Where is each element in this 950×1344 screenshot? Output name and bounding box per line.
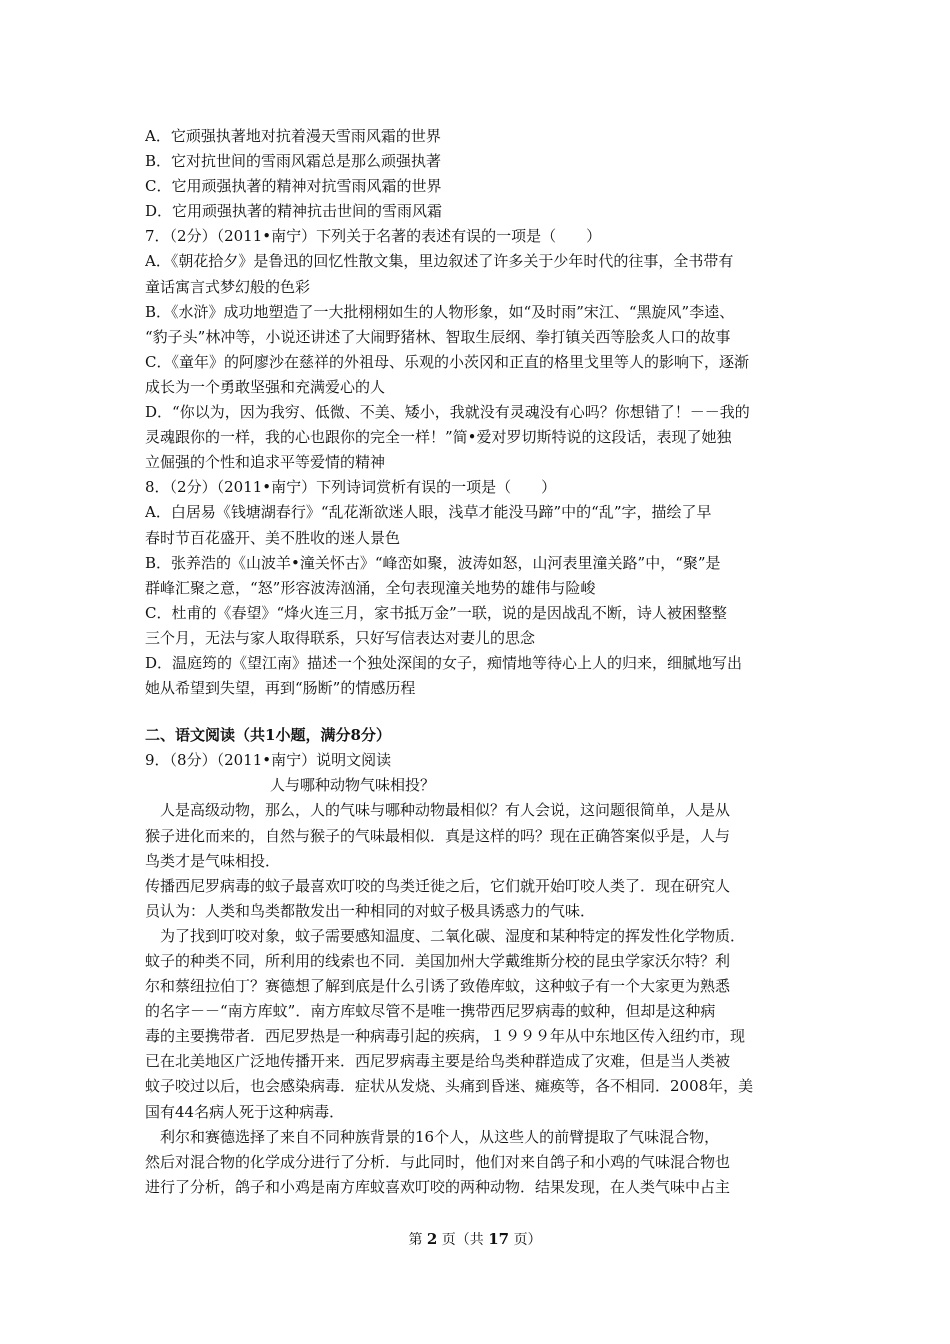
paragraph-4-line: 进行了分析，鸽子和小鸡是南方库蚊喜欢叮咬的两种动物．结果发现，在人类气味中占主 xyxy=(145,1177,731,1196)
q8-option-c-line1: C．杜甫的《春望》“烽火连三月，家书抵万金”一联，说的是因战乱不断，诗人被困整整 xyxy=(145,603,727,622)
q8-option-d-line2: 她从希望到失望，再到“肠断”的情感历程 xyxy=(145,679,416,698)
question-7: 7．（2分）（2011•南宁）下列关于名著的表述有误的一项是（ ） xyxy=(145,227,602,246)
paragraph-2-line: 员认为：人类和鸟类都散发出一种相同的对蚊子极具诱惑力的气味． xyxy=(145,901,596,920)
question-8: 8．（2分）（2011•南宁）下列诗词赏析有误的一项是（ ） xyxy=(145,478,557,497)
q8-option-b-line1: B．张养浩的《山波羊•潼关怀古》“峰峦如聚，波涛如怒，山河表里潼关路”中，“聚”是 xyxy=(145,553,721,572)
footer-prefix: 第 xyxy=(408,1232,423,1248)
paragraph-1-line: 鸟类才是气味相投． xyxy=(145,851,281,870)
page-content xyxy=(145,124,825,1200)
paragraph-3-line: 为了找到叮咬对象，蚊子需要感知温度、二氧化碳、湿度和某种特定的挥发性化学物质． xyxy=(160,926,746,945)
paragraph-1-line: 猴子进化而来的，自然与猴子的气味最相似．真是这样的吗？现在正确答案似乎是，人与 xyxy=(145,826,731,845)
option-d: D．它用顽强执著的精神抗击世间的雪雨风霜 xyxy=(145,202,443,221)
paragraph-4-line: 然后对混合物的化学成分进行了分析．与此同时，他们对来自鸽子和小鸡的气味混合物也 xyxy=(145,1152,731,1171)
paragraph-3-line: 的名字－－“南方库蚊”．南方库蚊尽管不是唯一携带西尼罗病毒的蚊种，但却是这种病 xyxy=(145,1002,716,1021)
option-a: A．它顽强执著地对抗着漫天雪雨风霜的世界 xyxy=(145,127,441,145)
paragraph-3-line: 毒的主要携带者．西尼罗热是一种病毒引起的疾病，１９９９年从中东地区传入纽约市，现 xyxy=(145,1027,746,1046)
option-b: B．它对抗世间的雪雨风霜总是那么顽强执著 xyxy=(145,152,442,171)
q8-option-c-line2: 三个月，无法与家人取得联系，只好写信表达对妻儿的思念 xyxy=(145,628,536,647)
question-9: 9．（8分）（2011•南宁）说明文阅读 xyxy=(145,751,392,770)
paragraph-3-line: 蚊子的种类不同，所利用的线索也不同．美国加州大学戴维斯分校的昆虫学家沃尔特？利 xyxy=(145,952,731,970)
paragraph-1-line: 人是高级动物，那么，人的气味与哪种动物最相似？有人会说，这问题很简单，人是从 xyxy=(160,801,731,820)
paragraph-3-line: 已在北美地区广泛地传播开来．西尼罗病毒主要是给鸟类种群造成了灾难，但是当人类被 xyxy=(145,1052,731,1071)
q7-option-b-line1: B．《水浒》成功地塑造了一大批栩栩如生的人物形象，如“及时雨”宋江、“黑旋风”李逵、 xyxy=(145,302,735,321)
footer-suffix: 页） xyxy=(513,1232,542,1248)
footer-page-number: 2 xyxy=(426,1230,438,1248)
q7-option-d-line2: 灵魂跟你的一样，我的心也跟你的完全一样！”简•爱对罗切斯特说的这段话，表现了她独 xyxy=(145,428,732,447)
q8-option-d-line1: D．温庭筠的《望江南》描述一个独处深闺的女子，痴情地等待心上人的归来，细腻地写出 xyxy=(145,653,743,672)
section-gap xyxy=(145,701,825,723)
q7-option-a-line1: A．《朝花拾夕》是鲁迅的回忆性散文集，里边叙述了许多关于少年时代的往事，全书带有 xyxy=(145,252,734,271)
q7-option-b-line2: “豹子头”林冲等，小说还讲述了大闹野猪林、智取生辰纲、拳打镇关西等脍炙人口的故事 xyxy=(145,327,731,346)
q7-option-d-line1: D．“你以为，因为我穷、低微、不美、矮小，我就没有灵魂没有心吗？你想错了！－－我的 xyxy=(145,403,750,422)
paragraph-4-line: 利尔和赛德选择了来自不同种族背景的16个人，从这些人的前臂提取了气味混合物， xyxy=(160,1127,720,1146)
article-title: 人与哪种动物气味相投？ xyxy=(270,776,436,795)
q8-option-b-line2: 群峰汇聚之意，“怒”形容波涛汹涌，全句表现潼关地势的雄伟与险峻 xyxy=(145,578,596,597)
q7-option-c-line1: C．《童年》的阿廖沙在慈祥的外祖母、乐观的小茨冈和正直的格里戈里等人的影响下，逐渐 xyxy=(145,352,749,371)
q8-option-a-line1: A．白居易《钱塘湖春行》“乱花渐欲迷人眼，浅草才能没马蹄”中的“乱”字，描绘了早 xyxy=(145,503,712,522)
option-c: C．它用顽强执著的精神对抗雪雨风霜的世界 xyxy=(145,177,442,196)
footer-total-pages: 17 xyxy=(488,1230,510,1248)
section-heading: 二、语文阅读（共1小题，满分8分） xyxy=(145,726,391,745)
q7-option-c-line2: 成长为一个勇敢坚强和充满爱心的人 xyxy=(145,377,386,396)
q7-option-a-line2: 童话寓言式梦幻般的色彩 xyxy=(145,277,311,296)
footer-middle: 页（共 xyxy=(441,1232,484,1248)
q7-option-d-line3: 立倔强的个性和追求平等爱情的精神 xyxy=(145,453,386,472)
paragraph-3-line: 尔和蔡纽拉伯丁？赛德想了解到底是什么引诱了致倦库蚊，这种蚊子有一个大家更为熟悉 xyxy=(145,977,731,996)
q8-option-a-line2: 春时节百花盛开、美不胜收的迷人景色 xyxy=(145,528,401,547)
paragraph-3-line: 国有44名病人死于这种病毒． xyxy=(145,1102,345,1121)
paragraph-3-line: 蚊子咬过以后，也会感染病毒．症状从发烧、头痛到昏迷、瘫痪等，各不相同．2008年，美 xyxy=(145,1077,754,1096)
page-footer xyxy=(0,1229,950,1250)
paragraph-2-line: 传播西尼罗病毒的蚊子最喜欢叮咬的鸟类迁徙之后，它们就开始叮咬人类了．现在研究人 xyxy=(145,876,731,895)
